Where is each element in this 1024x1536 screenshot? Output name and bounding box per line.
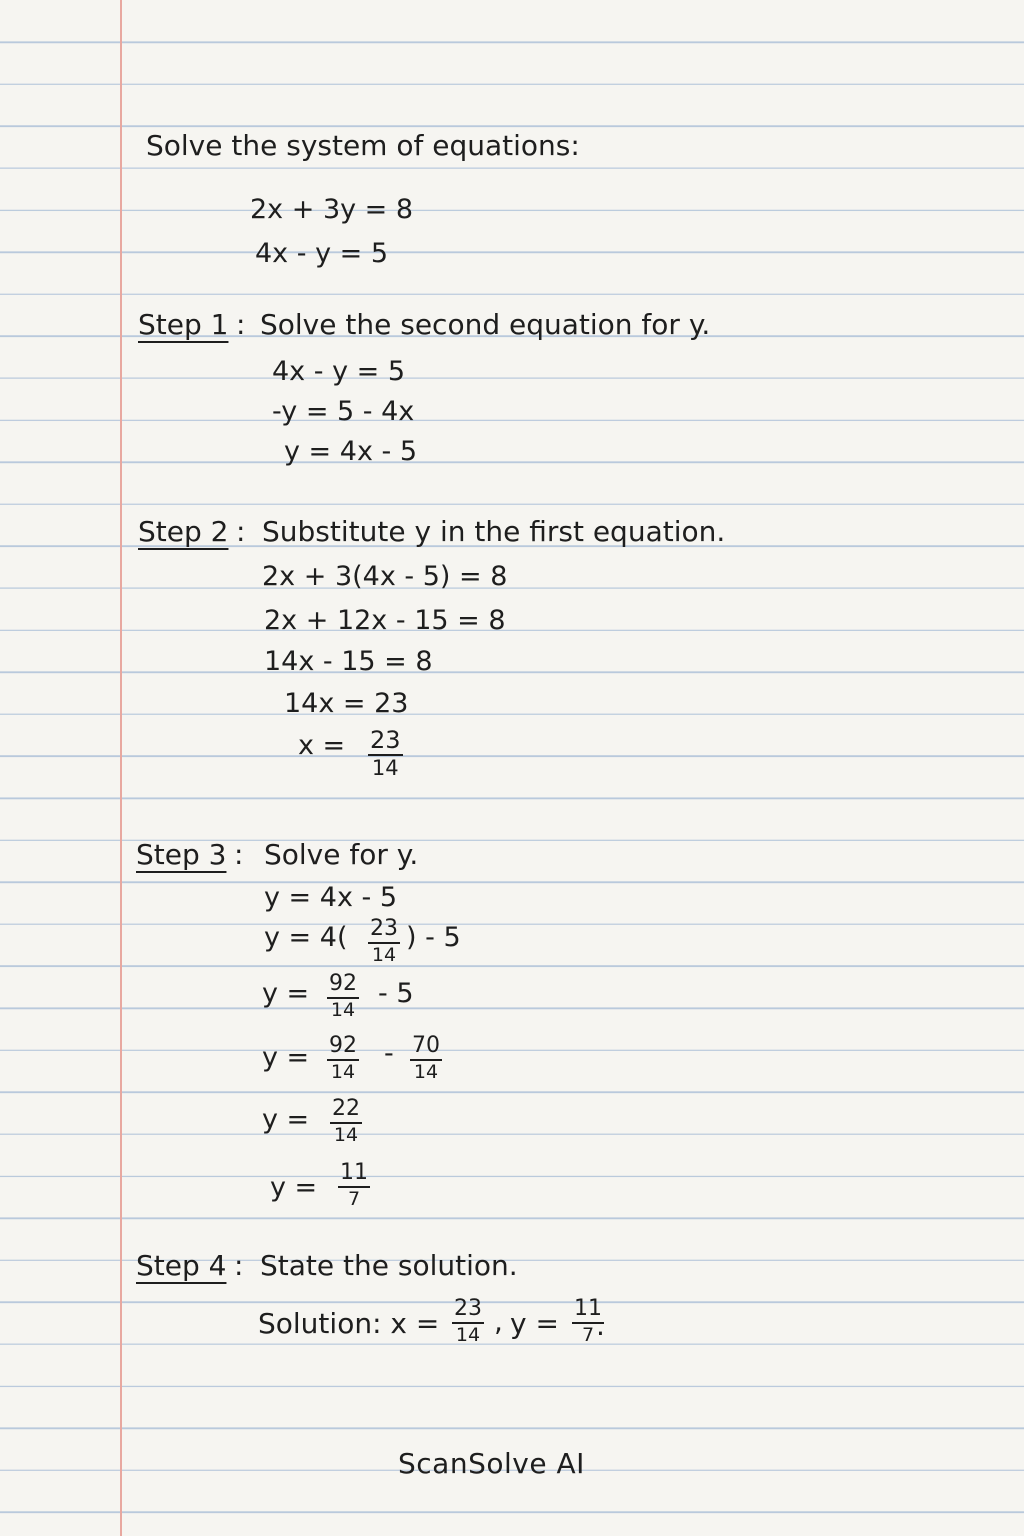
fraction-solution-x (452, 1296, 484, 1346)
solution-period: . (596, 1309, 605, 1342)
step-3-line-4-minus: - (384, 1038, 394, 1069)
step-3-label: Step 3 (136, 838, 227, 871)
problem-title: Solve the system of equations: (146, 129, 580, 162)
fraction-denominator: 14 (333, 1124, 359, 1146)
fraction-numerator: 23 (370, 726, 401, 754)
fraction-11-7 (338, 1160, 370, 1210)
fraction-numerator: 92 (327, 971, 359, 999)
fraction-denominator: 14 (371, 944, 397, 966)
notebook-margin-line (120, 0, 122, 1536)
fraction-numerator: 70 (410, 1033, 442, 1061)
solution-comma: , (494, 1305, 503, 1338)
step-3-line: y = 4x - 5 (264, 882, 398, 913)
step-2-line: 14x = 23 (284, 688, 409, 719)
step-1-line: -y = 5 - 4x (272, 396, 415, 427)
step-2-x-prefix: x = (298, 730, 346, 761)
fraction-numerator: 23 (452, 1296, 484, 1324)
step-4-description: State the solution. (260, 1249, 518, 1282)
step-3-line-3-suffix: - 5 (378, 978, 414, 1009)
fraction-numerator: 11 (338, 1160, 370, 1188)
fraction-x-value (368, 726, 403, 780)
fraction-70-14 (410, 1033, 442, 1083)
step-2-colon: : (236, 515, 246, 548)
step-1-description: Solve the second equation for y. (260, 308, 711, 341)
fraction-denominator: 14 (455, 1324, 481, 1346)
step-3-description: Solve for y. (264, 838, 419, 871)
equation-2: 4x - y = 5 (255, 238, 389, 269)
step-2-line: 14x - 15 = 8 (264, 646, 433, 677)
step-3-line-3-prefix: y = (262, 978, 310, 1009)
step-1-line: y = 4x - 5 (284, 436, 418, 467)
step-1-line: 4x - y = 5 (272, 356, 406, 387)
fraction-denominator: 14 (371, 756, 399, 780)
step-2-line: 2x + 3(4x - 5) = 8 (262, 561, 508, 592)
fraction-22-14 (330, 1096, 362, 1146)
fraction-denominator: 14 (330, 1061, 356, 1083)
equation-1: 2x + 3y = 8 (250, 194, 414, 225)
step-3-line-2-prefix: y = 4( (264, 922, 348, 953)
fraction-numerator: 11 (572, 1296, 604, 1324)
brand-watermark: ScanSolve AI (398, 1447, 585, 1480)
fraction-denominator: 7 (581, 1324, 595, 1346)
fraction-numerator: 23 (368, 916, 400, 944)
step-3-colon: : (234, 838, 244, 871)
step-1-label: Step 1 (138, 308, 229, 341)
step-4-colon: : (234, 1249, 244, 1282)
step-2-description: Substitute y in the first equation. (262, 515, 726, 548)
step-2-line: 2x + 12x - 15 = 8 (264, 605, 506, 636)
fraction-92-14 (327, 971, 359, 1021)
step-3-line-4-prefix: y = (262, 1042, 310, 1073)
fraction-numerator: 92 (327, 1033, 359, 1061)
fraction-denominator: 14 (330, 999, 356, 1021)
step-4-label: Step 4 (136, 1249, 227, 1282)
solution-prefix: Solution: x = (258, 1307, 440, 1340)
step-3-line-6-prefix: y = (270, 1172, 318, 1203)
step-3-line-2-suffix: ) - 5 (406, 922, 461, 953)
fraction-denominator: 7 (347, 1188, 361, 1210)
solution-y-prefix: y = (510, 1307, 559, 1340)
fraction-denominator: 14 (413, 1061, 439, 1083)
step-3-line-5-prefix: y = (262, 1104, 310, 1135)
fraction-numerator: 22 (330, 1096, 362, 1124)
step-2-label: Step 2 (138, 515, 229, 548)
step-1-colon: : (236, 308, 246, 341)
fraction-23-14 (368, 916, 400, 966)
fraction-92-14 (327, 1033, 359, 1083)
